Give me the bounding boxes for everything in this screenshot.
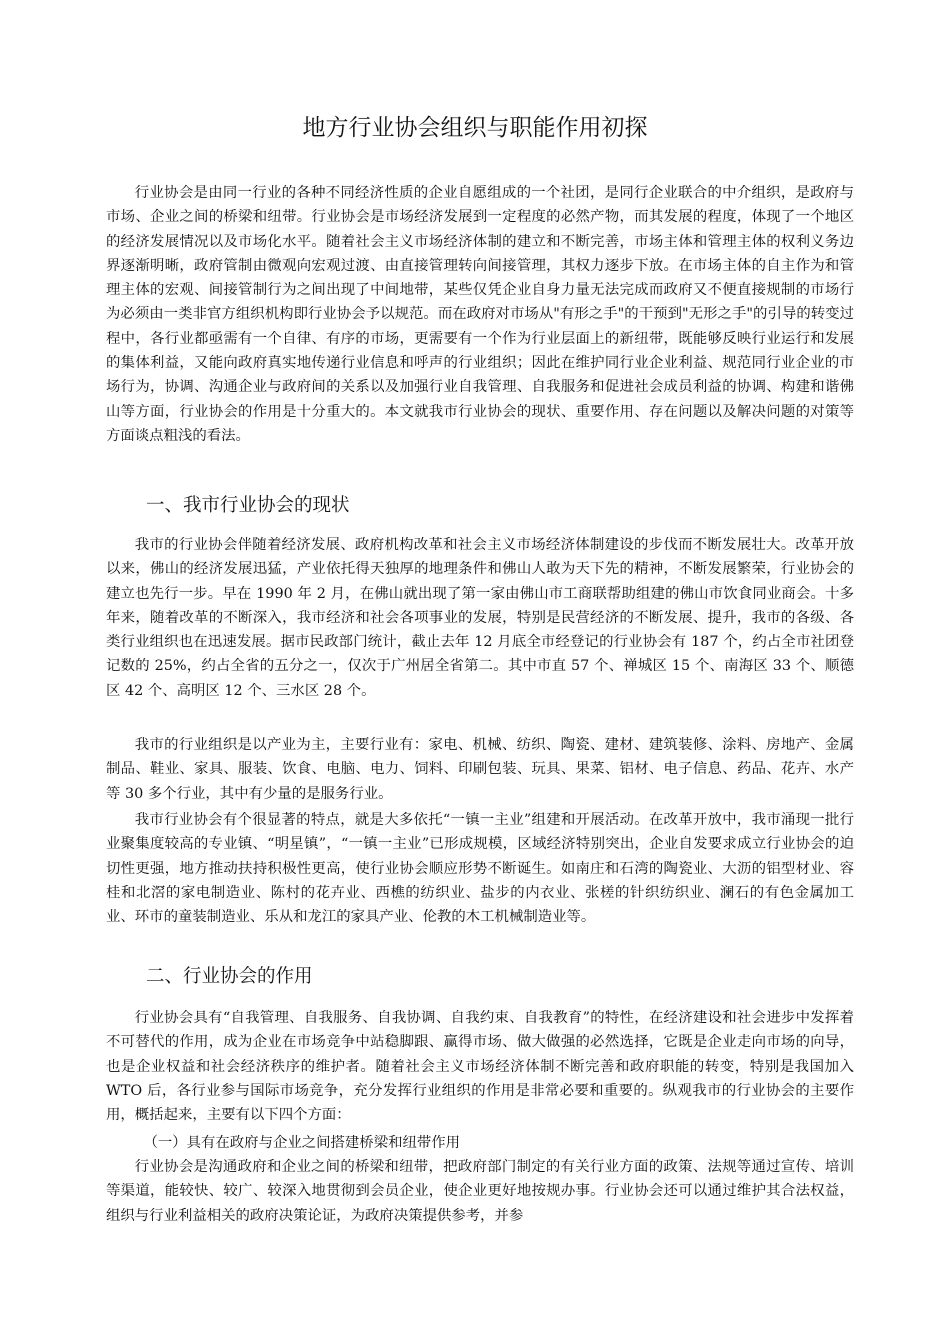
- section-1-paragraph-3: 我市行业协会有个很显著的特点，就是大多依托“一镇一主业”组建和开展活动。在改革开放中，我市涌现一批行业聚集度较高的专业镇、“明星镇”，“一镇一主业”已形成规模，区域经济特别突出，企业自发要求成立行业协会的迫切性更强，地方推动扶持积极性更高，使行业协会顺应形势不断诞生。如南庄和石湾的陶瓷业、大沥的铝型材业、容桂和北滘的家电制造业、陈村的花卉业、西樵的纺织业、盐步的内衣业、张槎的针织纺织业、澜石的有色金属加工业、环市的童装制造业、乐从和龙江的家具产业、伦教的木工机械制造业等。: [106, 812, 854, 926]
- section-1-heading: 一、我市行业协会的现状: [146, 495, 350, 516]
- intro-paragraph: 行业协会是由同一行业的各种不同经济性质的企业自愿组成的一个社团，是同行企业联合的中介组织，是政府与市场、企业之间的桥梁和纽带。行业协会是市场经济发展到一定程度的必然产物，而其发展的程度，体现了一个地区的经济发展情况以及市场化水平。随着社会主义市场经济体制的建立和不断完善，市场主体和管理主体的权利义务边界逐渐明晰，政府管制由微观向宏观过渡、由直接管理转向间接管理，其权力逐步下放。在市场主体的自主作为和管理主体的宏观、间接管制行为之间出现了中间地带，某些仅凭企业自身力量无法完成而政府又不便直接规制的市场行为必须由一类非官方组织机构即行业协会予以规范。而在政府对市场从"有形之手"的干预到"无形之手"的引导的转变过程中，各行业都亟需有一个自律、有序的市场，更需要有一个作为行业层面上的新纽带，既能够反映行业运行和发展的集体利益，又能向政府真实地传递行业信息和呼声的行业组织；因此在维护同行业企业利益、规范同行业企业的市场行为，协调、沟通企业与政府间的关系以及加强行业自我管理、自我服务和促进社会成员利益的协调、构建和谐佛山等方面，行业协会的作用是十分重大的。本文就我市行业协会的现状、重要作用、存在问题以及解决问题的对策等方面谈点粗浅的看法。: [106, 185, 854, 444]
- section-2-subheading-1: （一）具有在政府与企业之间搭建桥梁和纽带作用: [143, 1135, 461, 1151]
- document-title: 地方行业协会组织与职能作用初探: [302, 115, 648, 141]
- section-2-paragraph-1: 行业协会具有“自我管理、自我服务、自我协调、自我约束、自我教育”的特性，在经济建设和社会进步中发挥着不可替代的作用，成为企业在市场竞争中站稳脚跟、赢得市场、做大做强的必然选择，它既是企业走向市场的向导，也是企业权益和社会经济秩序的维护者。随着社会主义市场经济体制不断完善和政府职能的转变，特别是我国加入 WTO 后，各行业参与国际市场竞争，充分发挥行业组织的作用是非常必要和重要的。纵观我市的行业协会的主要作用，概括起来，主要有以下四个方面：: [106, 1010, 854, 1124]
- section-1-paragraph-1: 我市的行业协会伴随着经济发展、政府机构改革和社会主义市场经济体制建设的步伐而不断发展壮大。改革开放以来，佛山的经济发展迅猛，产业依托得天独厚的地理条件和佛山人敢为天下先的精神，不断发展繁荣，行业协会的建立也先行一步。早在 1990 年 2 月，在佛山就出现了第一家由佛山市工商联帮助组建的佛山市饮食同业商会。十多年来，随着改革的不断深入，我市经济和社会各项事业的发展，特别是民营经济的不断发展、提升，我市的各级、各类行业组织也在迅速发展。据市民政部门统计，截止去年 12 月底全市经登记的行业协会有 187 个，约占全市社团登记数的 25%，约占全省的五分之一，仅次于广州居全省第二。其中市直 57 个、禅城区 15 个、南海区 33 个、顺德区 42 个、高明区 12 个、三水区 28 个。: [106, 537, 854, 699]
- section-1-paragraph-2: 我市的行业组织是以产业为主，主要行业有：家电、机械、纺织、陶瓷、建材、建筑装修、涂料、房地产、金属制品、鞋业、家具、服装、饮食、电脑、电力、饲料、印刷包装、玩具、果菜、铝材、电子信息、药品、花卉、水产等 30 多个行业，其中有少量的是服务行业。: [106, 737, 854, 802]
- section-2-heading: 二、行业协会的作用: [146, 966, 313, 987]
- section-2-paragraph-2: 行业协会是沟通政府和企业之间的桥梁和纽带，把政府部门制定的有关行业方面的政策、法规等通过宣传、培训等渠道，能较快、较广、较深入地贯彻到会员企业，使企业更好地按规办事。行业协会还可以通过维护其合法权益，组织与行业利益相关的政府决策论证，为政府决策提供参考，并参: [106, 1159, 854, 1224]
